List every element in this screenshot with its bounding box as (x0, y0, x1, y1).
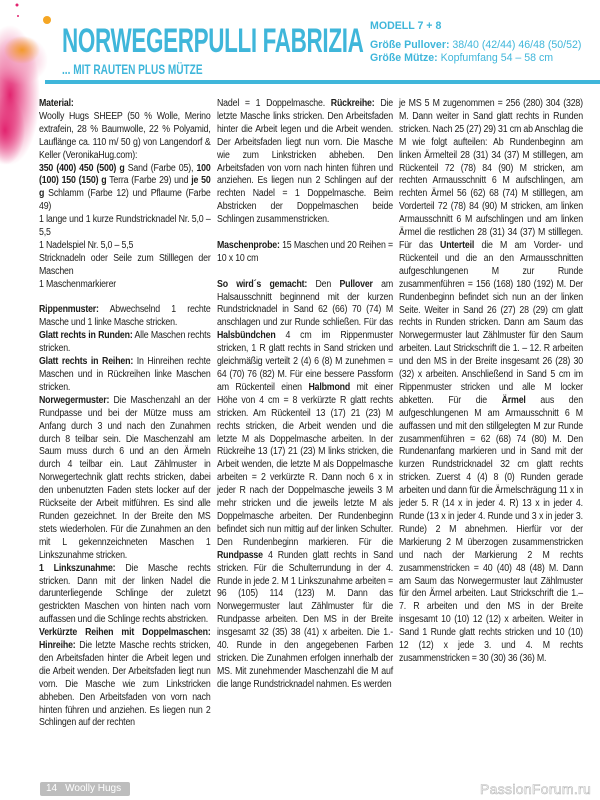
bold-term: Rundpasse (217, 549, 263, 561)
bold-term: Maschenprobe: (217, 239, 280, 251)
paragraph (399, 98, 583, 666)
text-run: Schlamm (Farbe 12) und Pflaume (Farbe 49) (39, 188, 211, 213)
bold-term: Norwegermuster: (39, 394, 110, 406)
bold-term: Pullover (339, 278, 373, 290)
magazine-name: Woolly Hugs (65, 783, 122, 794)
paragraph (39, 395, 211, 563)
paragraph (39, 240, 211, 253)
bold-term: Halbmond (308, 381, 351, 393)
text-run: Abwechselnd 1 rechte Masche und 1 linke Masche stricken. (39, 304, 211, 329)
bold-term: Verkürzte Reihen mit Doppelmaschen: Hinreihe: (39, 627, 211, 652)
paragraph (39, 98, 211, 111)
text-run: die M am Vorder- und Rückenteil und die an den Armausschnitten aufgeschlungenen M zur Runde zusammenführen = 156 (168) 180 (192) M. Der Rundenbeginn befindet sich nun an der linken Seite. Weiter in Sand 26 (27) 28 (29) cm glatt rechts in Runden stricken. Dann am Saum das Norwegermuster laut Zählmuster für den Saum arbeiten. Laut Strickschrift die 1. – 12. R arbeiten und den MS in der Breite insgesamt 26 (28) 30 (32) x arbeiten. Anschließend in Sand 5 cm im Rippenmuster stricken und alle M locker abketten. Für die (399, 239, 583, 406)
text-run: mit einer Höhe von 4 cm = 8 verkürzte R glatt rechts stricken. Am Rückenteil 13 (17) 21 (23) M rechts stricken, die Arbeit wenden und die letzte M als Doppelmasche arbeiten. In der Rückreihe 13 (17) 21 (23) M links stricken, die Arbeit wenden, die letzte M als Doppelmasche arbeiten = 2 verkürzte R. Dann noch 6 x in jeder R nach der Doppelmasche jeweils 3 M mehr stricken und die jeweils letzte M als Doppelmasche arbeiten. Der Rundenbeginn befindet sich nun mittig auf der linken Schulter. Den Rundenbeginn markieren. Für die (217, 381, 394, 548)
text-run: Die Maschenzahl an der Rundpasse und bei der Mütze muss am Anfang durch 3 und nach den Zunahmen durch 8 teilbar sein. Die Maschenzahl am Saum muss durch 6 und an den Ärmeln durch 4 teilbar ein. Laut Zählmuster in Norwegertechnik glatt rechts stricken, dabei den unbenutzten Faden stets locker auf der Rückseite der Arbeit mitführen. Es sind alle Runden gezeichnet. In der Breite den MS stets wiederholen. Für die Zunahmen an den mit L gekennzeichneten Maschen 1 Linkszunahme stricken. (39, 394, 211, 561)
model-info (370, 20, 590, 65)
bold-term: 350 (400) 450 (500) g (39, 162, 125, 174)
page-subtitle: ... MIT RAUTEN PLUS MÜTZE (62, 61, 203, 77)
text-run: Die Masche rechts stricken. Dann mit der linken Nadel die darunterliegende Schlinge der zuletzt gestrickten Maschen von hinten nach vorn auffassen und die Schlinge rechts abstricken. (39, 562, 211, 626)
bold-term: Rückreihe: (330, 98, 375, 109)
text-run: aus den aufgeschlungenen M am Armausschnitt 6 M auffassen und mit den stillgelegten M zur Runde zusammenführen = 62 (68) 74 (80) M. Den Rundenanfang markieren und in Sand mit der kurzen Rundstricknadel 32 cm glatt rechts stricken. Zuerst 4 (4) 8 (0) Runden gerade arbeiten und dann für die Ärmelschrägung 11 x in jeder 5. R (14 x in jeder 4. R) 13 x in jeder 4. Runde (13 x in jeder 4. Runde und 3 x in jeder 3. Runde) 2 M abnehmen. Hierfür vor der Markierung 2 M überzogen zusammenstricken und nach der Markierung 2 M rechts zusammenstricken = 40 (40) 48 (48) M. Dann am Saum das Norwegermuster laut Zählmuster für den Ärmel arbeiten. Laut Strickschrift die 1.–7. R arbeiten und den MS in der Breite insgesamt 10 (10) 12 (12) x arbeiten. Weiter in Sand 1 Runde glatt rechts stricken und 10 (10) 12 (12) x jede 3. und 4. M rechts zusammenstricken = 30 (30) 36 (36) M. (399, 394, 583, 664)
page-footer (40, 782, 130, 796)
bold-term: Unterteil (440, 239, 475, 251)
paragraph (39, 253, 211, 279)
size-hat-value: Kopfumfang 54 – 58 cm (437, 52, 554, 64)
size-pullover-label: Größe Pullover: (370, 39, 450, 51)
paragraph (39, 163, 211, 215)
text-column-1 (39, 98, 211, 730)
text-run: 4 Runden glatt rechts in Sand stricken. Für die Schulterrundung in der 4. Runde in jede 2. M 1 Linkszunahme arbeiten = 96 (105) 114 (123) M. Dann das Norwegermuster laut Zählmuster für die Rundpasse arbeiten. Den MS in der Breite insgesamt 32 (35) 38 (41) x arbeiten. Die 1.- 40. Runde in den angegebenen Farben stricken. Die Zunahmen erfolgen innerhalb der MS. Mit zunehmender Maschenzahl die M auf die lange Rundstricknadel nahmen. Es werden (217, 549, 393, 690)
paragraph (217, 240, 393, 266)
text-run: Terra (Farbe 29) und (106, 175, 192, 187)
size-hat-label: Größe Mütze: (370, 52, 438, 64)
text-run: Sand (Farbe 05), (124, 162, 197, 174)
bold-term: So wird´s gemacht: (217, 278, 308, 290)
bold-term: 1 Linkszunahme: (39, 562, 116, 574)
watermark: PassionForum.ru (480, 781, 592, 797)
text-run: 1 Nadelspiel Nr. 5,0 – 5,5 (39, 239, 134, 251)
text-run: 15 Maschen und 20 Reihen = 10 x 10 cm (217, 239, 393, 264)
size-pullover-value: 38/40 (42/44) 46/48 (50/52) (449, 39, 582, 51)
text-run: je MS 5 M zugenommen = 256 (280) 304 (328) M. Dann weiter in Sand glatt rechts in Runden stricken. Nach 25 (27) 29) 31 cm ab Anschlag die M wie folgt aufteilen: Ab Rundenbeginn am linken Ärmelteil 28 (31) 34 (37) M stilllegen, am Rückenteil 72 (78) 84 (90) M stricken, am rechten Armausschnitt 6 M aufschlingen, am rechten Ärmel 56 (62) 68 (74) M stilllegen, am Vorderteil 72 (78) 84 (90) M stricken, am linken Armausschnitt 6 M aufschlingen und am linken Ärmel die restlichen 28 (31) 34 (37) M stilllegen. Für das (399, 98, 583, 251)
text-run: Stricknadeln oder Seile zum Stilllegen der Maschen (39, 252, 211, 277)
bold-term: je 50 g (39, 175, 211, 200)
paragraph (39, 563, 211, 628)
bold-term: 100 (100) 150 (150) g (39, 162, 211, 187)
text-run: Nadel = 1 Doppelmasche. (217, 98, 331, 109)
paragraph (39, 111, 211, 163)
text-run: In Hinreihen rechte Maschen und in Rückreihen linke Maschen stricken. (39, 356, 211, 393)
bold-term: Halsbündchen (217, 330, 276, 342)
text-column-2 (217, 98, 393, 692)
bold-term: Ärmel (501, 394, 526, 406)
text-column-3 (399, 98, 583, 666)
paragraph (39, 356, 211, 395)
size-pullover (370, 39, 590, 52)
bold-term: Glatt rechts in Runden: (39, 330, 133, 342)
header-divider (45, 80, 600, 84)
bold-term: Material: (39, 98, 74, 109)
paragraph (39, 304, 211, 330)
paragraph (39, 279, 211, 292)
text-run: 4 cm im Rippenmuster stricken, 1 R glatt rechts in Sand stricken und gleichmäßig verteilt 2 (4) 6 (8) M zunehmen = 64 (70) 76 (82) M. Für eine bessere Passform am Rückenteil einen (217, 330, 393, 393)
text-run: 1 lange und 1 kurze Rundstricknadel Nr. 5,0 – 5,5 (39, 214, 211, 239)
bold-term: Glatt rechts in Reihen: (39, 356, 134, 368)
paragraph (39, 330, 211, 356)
size-hat (370, 52, 590, 65)
text-run: Alle Maschen rechts stricken. (39, 330, 211, 355)
text-run: Die letzte Masche rechts stricken, den Arbeitsfaden hinter die Arbeit legen und die Arbeit wenden. Der Arbeitsfaden liegt nun vorn. Die Masche wie zum Linkstricken abheben. Den Arbeitsfaden von vorn nach hinten führen und anziehen. Es liegen nun 2 Schlingen auf der rechten (39, 640, 211, 729)
page-number: 14 (46, 783, 58, 794)
paragraph (39, 214, 211, 240)
model-number: MODELL 7 + 8 (370, 20, 442, 32)
paragraph (39, 627, 211, 730)
bold-term: Rippenmuster: (39, 304, 99, 316)
text-run: Woolly Hugs SHEEP (50 % Wolle, Merino extrafein, 28 % Baumwolle, 22 % Polyamid, Lauflänge ca. 110 m/ 50 g) von Langendorf & Keller (VeronikaHug.com): (39, 110, 211, 161)
paragraph (217, 98, 393, 227)
text-run: Die letzte Masche links stricken. Den Arbeitsfaden hinter die Arbeit legen und die Arbeit wenden. Der Arbeitsfaden liegt nun vorn. Die Masche wie zum Linkstricken abheben. Den Arbeitsfaden von vorn nach hinten führen und anziehen. Es liegen nun 2 Schlingen auf der rechten Nadel = 1 Doppelmasche. Beim Abstricken der Doppelmaschen beide Schlingen zusammenstricken. (217, 98, 393, 226)
text-run: Den (307, 278, 340, 290)
text-run: 1 Maschenmarkierer (39, 278, 117, 290)
page-title: NORWEGERPULLI FABRIZIA (62, 22, 364, 60)
paragraph (217, 279, 393, 692)
text-run: am Halsausschnitt beginnend mit der kurzen Rundstricknadel in Sand 62 (66) 70 (74) M anschlagen und zur Runde schließen. Für das (217, 278, 394, 329)
